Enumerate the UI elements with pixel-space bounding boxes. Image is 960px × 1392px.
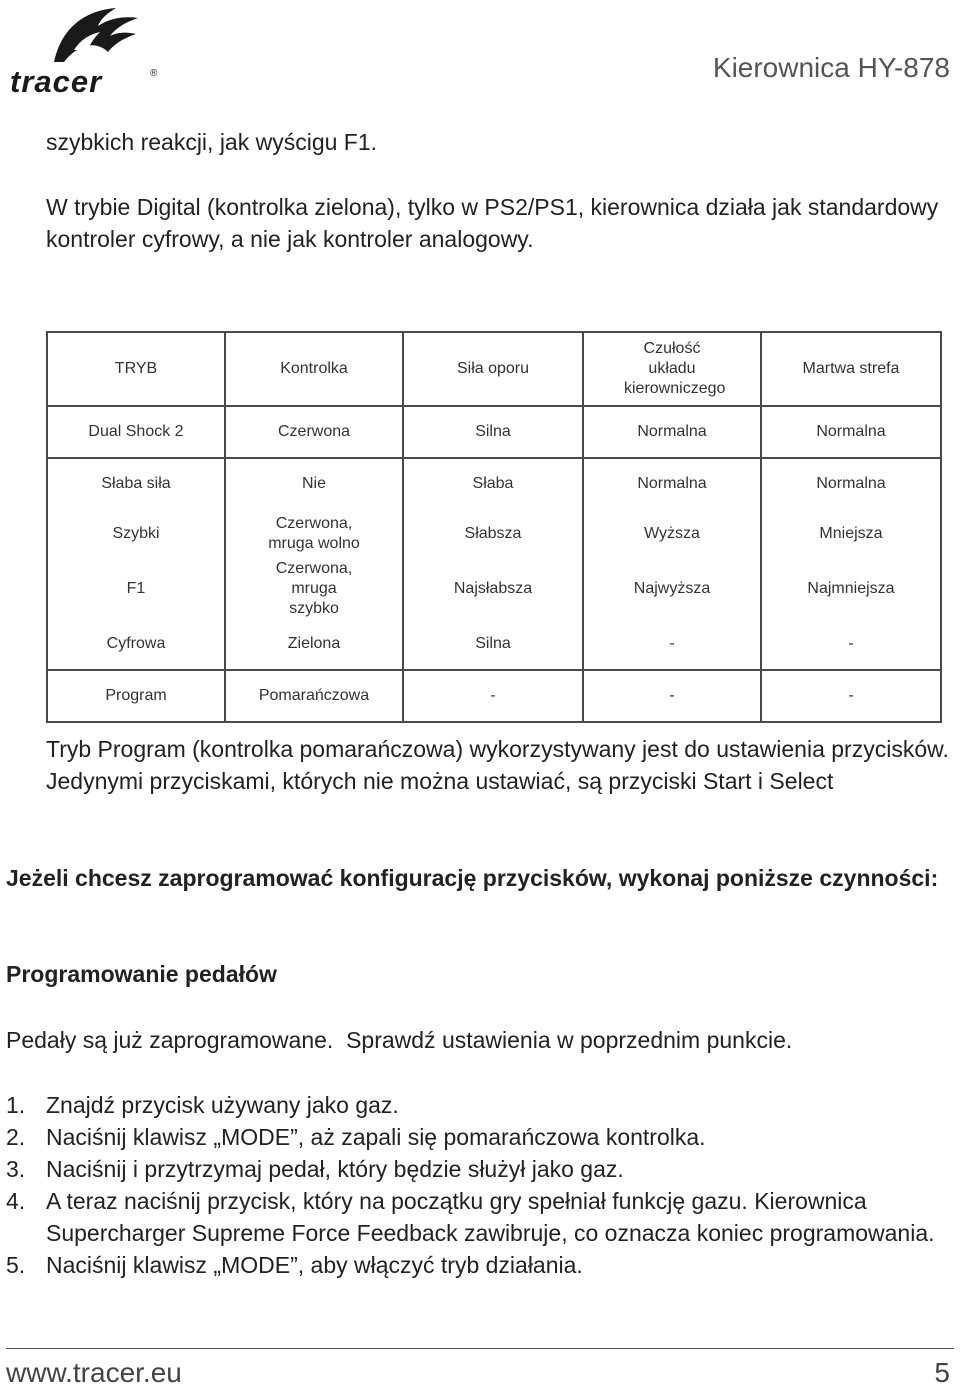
step-number: 1. [6,1092,26,1118]
paragraph-pedals-note: Pedały są już zaprogramowane. Sprawdź ustawienia w poprzednim punkcie. [6,1027,793,1053]
section-intro-heading: Jeżeli chcesz zaprogramować konfigurację przycisków, wykonaj poniższe czynności: [6,865,939,891]
table-cell: - [583,619,761,670]
table-row [47,509,941,559]
table-cell: Szybki [47,509,225,559]
table-header-cell: Czułość układu kierowniczego [583,332,761,406]
step-text: Naciśnij klawisz „MODE”, aż zapali się pomarańczowa kontrolka. [46,1124,706,1150]
document-title: Kierownica HY-878 [712,52,950,83]
table-cell: Wyższa [583,509,761,559]
step-number: 3. [6,1156,26,1182]
list-item [6,1121,951,1153]
list-item [6,1249,951,1281]
step-number: 5. [6,1252,26,1278]
step-number: 4. [6,1188,26,1214]
table-cell: Słabsza [403,509,583,559]
table-header-cell: TRYB [47,332,225,406]
step-text: Naciśnij klawisz „MODE”, aby włączyć tryb działania. [46,1252,583,1278]
brand-name: tracer [10,64,103,99]
table-cell: Normalna [761,458,941,509]
table-cell: Dual Shock 2 [47,406,225,458]
table-header-cell: Siła oporu [403,332,583,406]
table-cell: Czerwona, mruga szybko [225,559,403,619]
list-item [6,1153,951,1185]
table-cell: Zielona [225,619,403,670]
table-cell: Czerwona, mruga wolno [225,509,403,559]
footer-divider [6,1348,954,1349]
table-header-cell: Kontrolka [225,332,403,406]
table-header-row [47,332,941,406]
table-cell: - [583,670,761,722]
table-cell: Słaba [403,458,583,509]
paragraph-digital-mode: W trybie Digital (kontrolka zielona), tylko w PS2/PS1, kierownica działa jak standardowy kontroler cyfrowy, a nie jak kontroler analogowy. [46,194,939,252]
table-cell: Normalna [583,458,761,509]
section-subheading: Programowanie pedałów [6,961,277,987]
table-cell: Czerwona [225,406,403,458]
paragraph-intro: szybkich reakcji, jak wyścigu F1. [46,129,378,155]
step-text: Naciśnij i przytrzymaj pedał, który będzie służył jako gaz. [46,1156,624,1182]
table-cell: Nie [225,458,403,509]
list-item [6,1089,951,1121]
table-cell: F1 [47,559,225,619]
table-cell: Cyfrowa [47,619,225,670]
table-row [47,559,941,619]
table-row [47,670,941,722]
paragraph-program-mode: Tryb Program (kontrolka pomarańczowa) wykorzystywany jest do ustawienia przycisków. Jedynymi przyciskami, których nie można ustawiać, są przyciski Start i Select [46,736,949,794]
table-cell: Mniejsza [761,509,941,559]
tracer-horse-logo-icon [6,4,156,66]
table-cell: - [403,670,583,722]
table-cell: Najwyższa [583,559,761,619]
page-number: 5 [934,1357,950,1388]
registered-mark: ® [150,68,158,79]
table-cell: Silna [403,406,583,458]
step-number: 2. [6,1124,26,1150]
table-cell: Normalna [583,406,761,458]
table-cell: Najmniejsza [761,559,941,619]
table-cell: Normalna [761,406,941,458]
table-row [47,619,941,670]
table-cell: Program [47,670,225,722]
footer-website-link[interactable]: www.tracer.eu [6,1357,182,1388]
table-cell: - [761,670,941,722]
step-text: A teraz naciśnij przycisk, który na początku gry spełniał funkcję gazu. Kierownica Supercharger Supreme Force Feedback zawibruje, co oznacza koniec programowania. [46,1188,935,1246]
table-header-cell: Martwa strefa [761,332,941,406]
steps-list [6,1089,951,1281]
table-cell: - [761,619,941,670]
list-item [6,1185,951,1249]
table-cell: Pomarańczowa [225,670,403,722]
table-row [47,406,941,458]
table-cell: Najsłabsza [403,559,583,619]
table-cell: Silna [403,619,583,670]
table-cell: Słaba siła [47,458,225,509]
tracer-logo [6,4,166,99]
mode-table [46,331,942,723]
step-text: Znajdź przycisk używany jako gaz. [46,1092,399,1118]
table-row [47,458,941,509]
